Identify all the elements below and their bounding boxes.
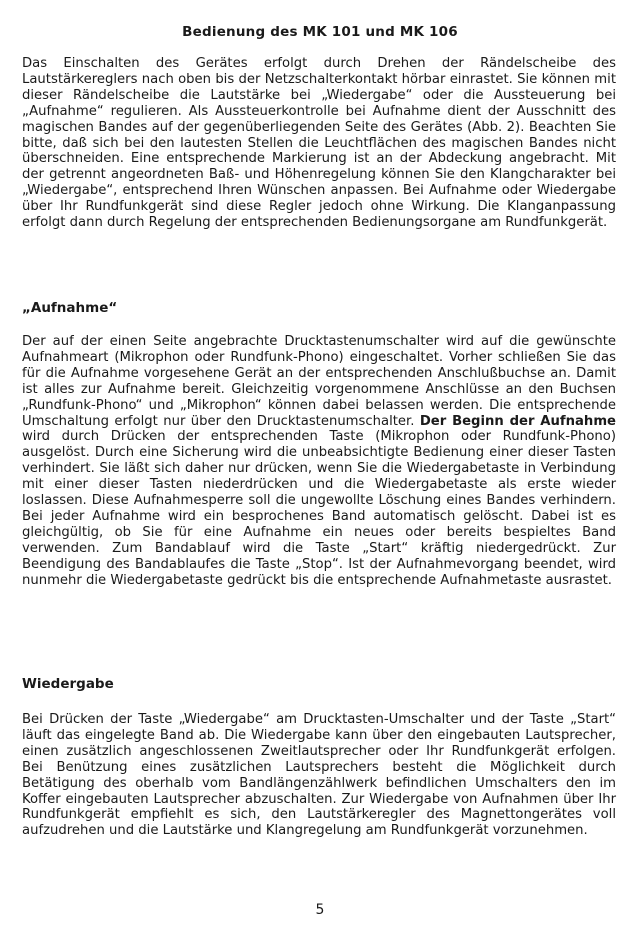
intro-paragraph: Das Einschalten des Gerätes erfolgt durch Drehen der Rändelscheibe des Lautstärkereglers nach oben bis der Netzschalterkontakt hörbar einrastet. Sie können mit dieser Rändelscheibe die Lautstärke bei „Wiedergabe“ oder die Aussteuerung bei „Aufnahme“ regulieren. Als Aussteuerkontrolle bei Aufnahme dient der Ausschnitt des magischen Bandes auf der gegenüberliegenden Seite des Gerätes (Abb. 2). Beachten Sie bitte, daß sich bei den lautesten Stellen die Leuchtflächen des magischen Bandes nicht überschneiden. Eine entsprechende Markierung ist an der Abdeckung angebracht. Mit der getrennt angeordneten Baß- und Höhenregelung können Sie den Klangcharakter bei „Wiedergabe“, entsprechend Ihren Wünschen anpassen. Bei Aufnahme oder Wiedergabe über Ihr Rundfunkgerät sind diese Regler jedoch ohne Wirkung. Die Klanganpassung erfolgt dann durch Regelung der entsprechenden Bedienungsorgane am Rundfunkgerät. xyxy=(22,56,616,231)
wiedergabe-paragraph: Bei Drücken der Taste „Wiedergabe“ am Drucktasten-Umschalter und der Taste „Start“ läuft das eingelegte Band ab. Die Wiedergabe kann über den eingebauten Lautsprecher, einen zusätzlich angeschlossenen Zweitlautsprecher oder Ihr Rundfunkgerät erfolgen. Bei Benützung eines zusätzlichen Lautsprechers besteht die Möglichkeit durch Betätigung des oberhalb vom Bandlängenzählwerk befindlichen Umschalters den im Koffer eingebauten Lautsprecher abzuschalten. Zur Wiedergabe von Aufnahmen über Ihr Rundfunkgerät empfiehlt es sich, den Lautstärkeregler des Magnettongerätes voll aufzudrehen und die Lautstärke und Klangregelung am Rundfunkgerät vorzunehmen. xyxy=(22,712,616,839)
aufnahme-text-after: wird durch Drücken der entsprechenden Taste (Mikrophon oder Rundfunk-Phono) ausgelöst. Durch eine Sicherung wird die unbeabsichtigte Bedienung einer dieser Tasten verhindert. Sie läßt sich daher nur drücken, wenn Sie die Wiedergabetaste in Verbindung mit einer dieser Tasten niederdrücken und die Wiedergabetaste als erste wieder loslassen. Diese Aufnahmesperre soll die ungewollte Löschung eines Bandes verhindern. Bei jeder Aufnahme wird ein besprochenes Band automatisch gelöscht. Dabei ist es gleichgültig, ob Sie für eine Aufnahme ein neues oder bereits bespieltes Band verwenden. Zum Bandablauf wird die Taste „Start“ kräftig niedergedrückt. Zur Beendigung des Bandablaufes die Taste „Stop“. Ist der Aufnahmevorgang beendet, wird nunmehr die Wiedergabetaste gedrückt bis die entsprechende Aufnahmetaste ausrastet. xyxy=(22,429,616,588)
aufnahme-emphasis: Der Beginn der Aufnahme xyxy=(419,413,617,429)
aufnahme-paragraph xyxy=(22,334,616,589)
page-title: Bedienung des MK 101 und MK 106 xyxy=(182,24,458,40)
section-heading-wiedergabe: Wiedergabe xyxy=(22,676,114,692)
page-number: 5 xyxy=(315,902,325,918)
aufnahme-text-before: Der auf der einen Seite angebrachte Drucktastenumschalter wird auf die gewünschte Aufnahmeart (Mikrophon oder Rundfunk-Phono) eingeschaltet. Vorher schließen Sie das für die Aufnahme vorgesehene Gerät an der entsprechenden Anschlußbuchse an. Damit ist alles zur Aufnahme bereit. Gleichzeitig vorgenommene Anschlüsse an den Buchsen „Rundfunk-Phono“ und „Mikrophon“ können dabei belassen werden. Die entsprechende Umschaltung erfolgt nur über den Drucktastenumschalter. xyxy=(22,334,616,429)
section-heading-aufnahme: „Aufnahme“ xyxy=(22,300,118,316)
